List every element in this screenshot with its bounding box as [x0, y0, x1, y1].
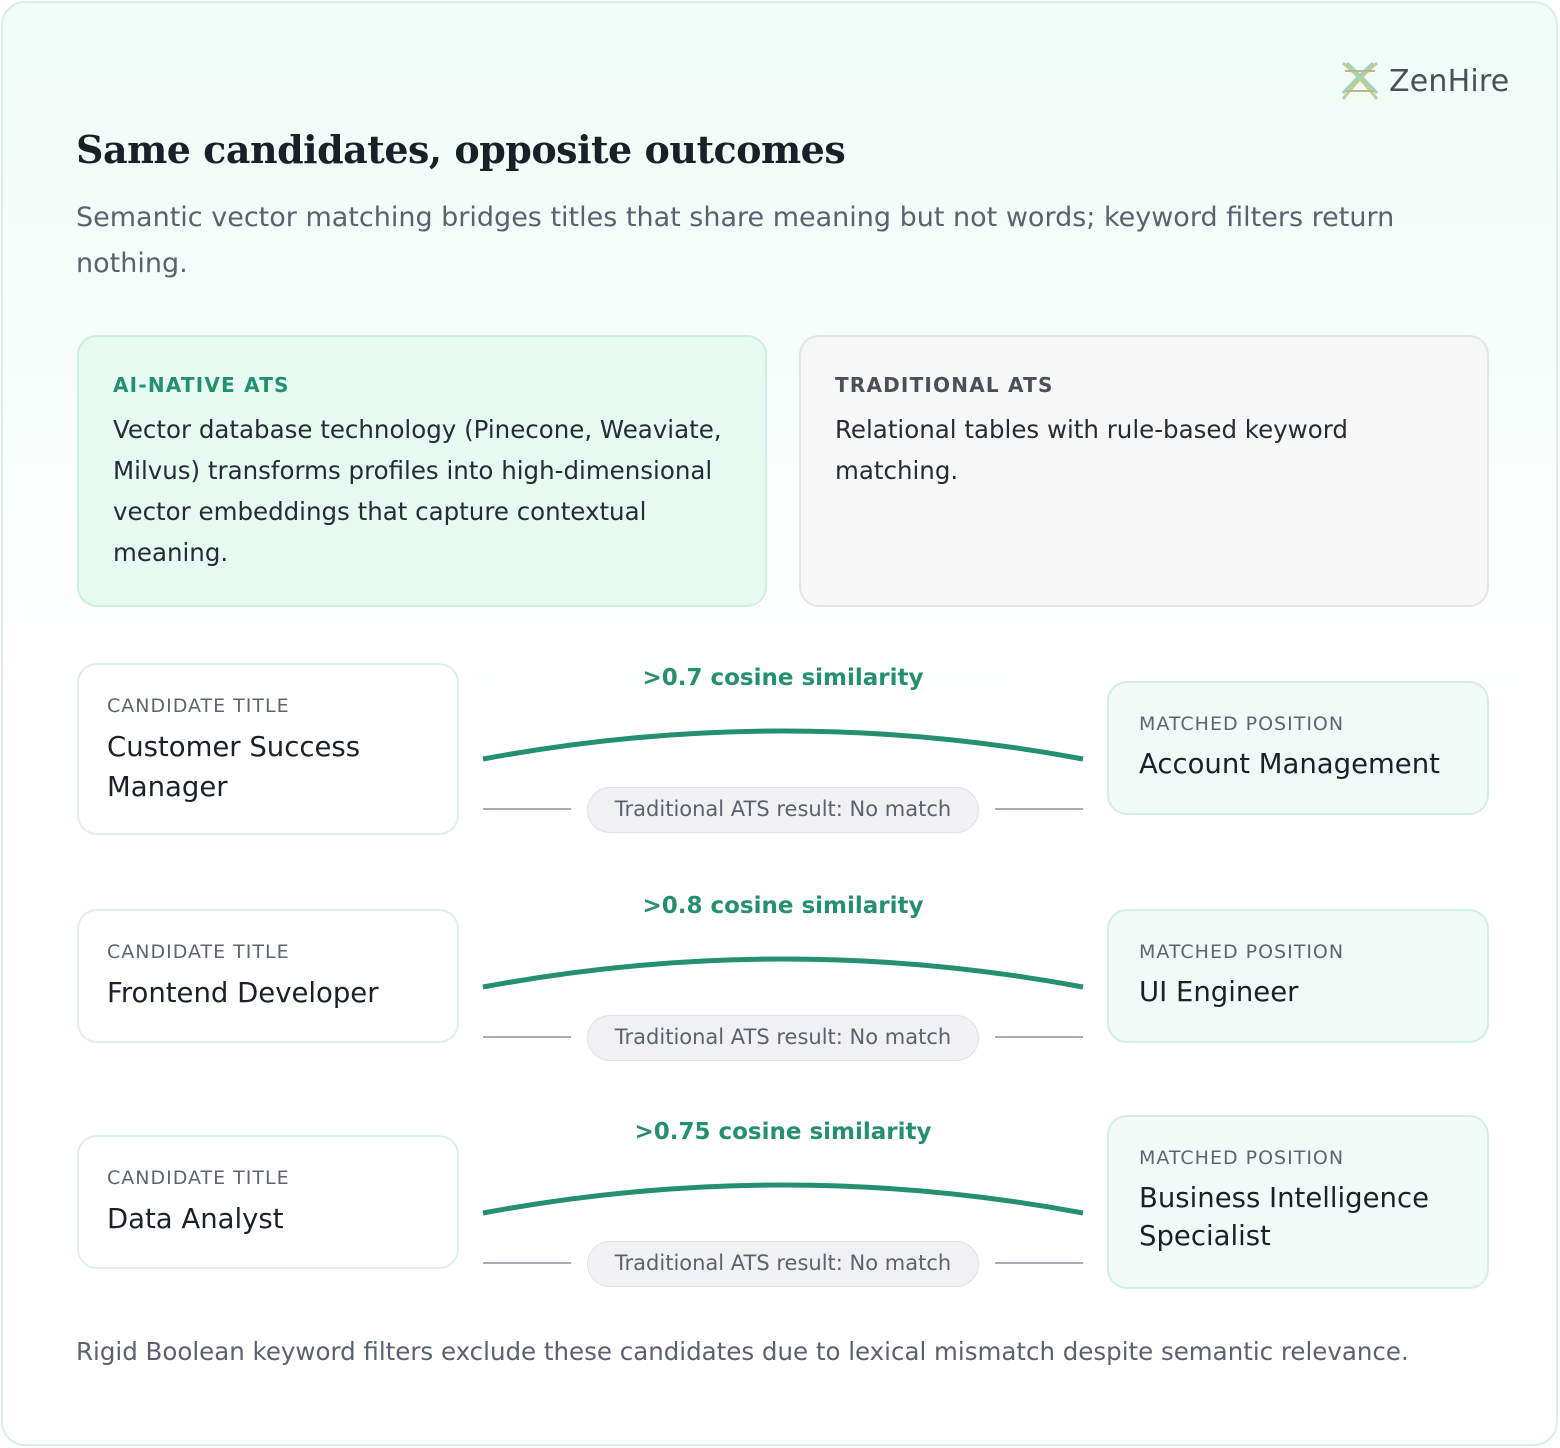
traditional-line-right: [995, 808, 1083, 810]
brand-name: ZenHire: [1389, 63, 1510, 99]
candidate-title-value: Data Analyst: [107, 1203, 284, 1235]
semantic-match-arc: [481, 721, 1085, 781]
matched-position-label: MATCHED POSITION: [1139, 941, 1345, 963]
ai-native-ats-label: AI-NATIVE ATS: [113, 373, 290, 397]
traditional-ats-description: Relational tables with rule-based keyword matching.: [835, 415, 1348, 485]
matched-position-value: Account Management: [1139, 748, 1440, 780]
matched-position-box: [1107, 1115, 1489, 1289]
footer-note: Rigid Boolean keyword filters exclude these candidates due to lexical mismatch despite semantic relevance.: [76, 1337, 1409, 1366]
traditional-line-left: [483, 1262, 571, 1264]
semantic-match-arc: [481, 949, 1085, 1009]
candidate-title-label: CANDIDATE TITLE: [107, 1167, 290, 1189]
matched-position-box: [1107, 909, 1489, 1043]
matched-position-label: MATCHED POSITION: [1139, 1147, 1345, 1169]
matched-position-label: MATCHED POSITION: [1139, 713, 1345, 735]
candidate-title-box: [77, 909, 459, 1043]
semantic-match-arc: [481, 1175, 1085, 1235]
cosine-similarity-label: >0.7 cosine similarity: [642, 665, 924, 691]
candidate-title-label: CANDIDATE TITLE: [107, 695, 290, 717]
candidate-title-box: [77, 663, 459, 835]
zenhire-logo-icon: [1339, 59, 1381, 103]
cosine-similarity-label: >0.75 cosine similarity: [634, 1119, 932, 1145]
candidate-title-box: [77, 1135, 459, 1269]
ai-native-ats-card: [77, 335, 767, 607]
traditional-line-right: [995, 1262, 1083, 1264]
traditional-line-left: [483, 808, 571, 810]
traditional-result-pill: Traditional ATS result: No match: [587, 1015, 979, 1061]
traditional-ats-label: TRADITIONAL ATS: [835, 373, 1054, 397]
candidate-title-value: Frontend Developer: [107, 977, 379, 1009]
candidate-title-value: Customer Success Manager: [107, 731, 361, 803]
traditional-line-right: [995, 1036, 1083, 1038]
traditional-line-left: [483, 1036, 571, 1038]
ai-native-ats-description: Vector database technology (Pinecone, Weaviate, Milvus) transforms profiles into high-dimensional vector embeddings that capture contextual meaning.: [113, 415, 722, 567]
matched-position-box: [1107, 681, 1489, 815]
page-title: Same candidates, opposite outcomes: [76, 127, 846, 172]
traditional-ats-card: [799, 335, 1489, 607]
traditional-result-pill: Traditional ATS result: No match: [587, 787, 979, 833]
matched-position-value: Business Intelligence Specialist: [1139, 1182, 1430, 1252]
page-subtitle: Semantic vector matching bridges titles that share meaning but not words; keyword filters return nothing.: [76, 202, 1395, 279]
cosine-similarity-label: >0.8 cosine similarity: [642, 893, 924, 919]
traditional-result-pill: Traditional ATS result: No match: [587, 1241, 979, 1287]
infographic-frame: [1, 1, 1558, 1446]
candidate-title-label: CANDIDATE TITLE: [107, 941, 290, 963]
brand-logo: [1339, 59, 1509, 103]
matched-position-value: UI Engineer: [1139, 976, 1299, 1008]
